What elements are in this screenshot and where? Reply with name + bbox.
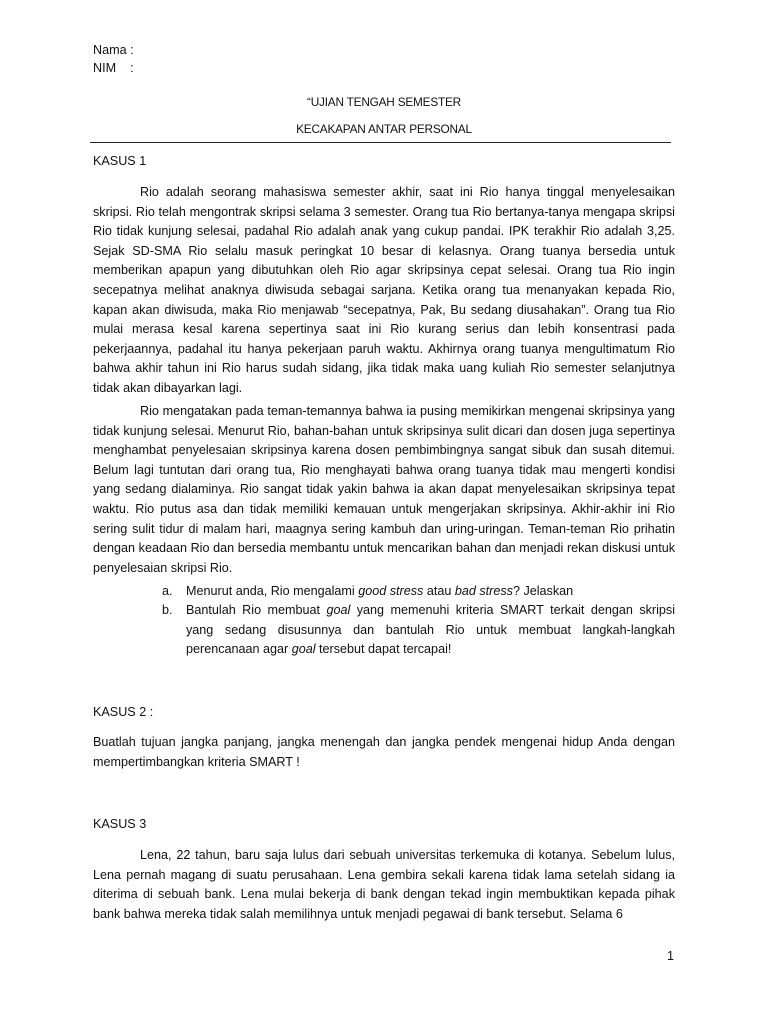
nama-label: Nama : — [93, 43, 134, 57]
title-rule — [90, 142, 671, 143]
kasus2-body: Buatlah tujuan jangka panjang, jangka menengah dan jangka pendek mengenai hidup Anda dengan mempertimbangkan kriteria SMART ! — [93, 735, 675, 769]
kasus1-paragraph-1: Rio adalah seorang mahasiswa semester akhir, saat ini Rio hanya tinggal menyelesaikan skripsi. Rio telah mengontrak skripsi selama 3 semester. Orang tua Rio bertanya-tanya mengapa skripsi Rio tidak kunjung selesai, padahal Rio adalah anak yang cukup pandai. IPK terakhir Rio adalah 3,25. Sejak SD-SMA Rio selalu masuk peringkat 10 besar di kelasnya. Orang tuanya bersedia untuk memberikan apapun yang dibutuhkan oleh Rio agar skripsinya cepat selesai. Orang tua Rio ingin secepatnya melihat anaknya diwisuda sebagai sarjana. Ketika orang tua menanyakan kepada Rio, kapan akan diwisuda, maka Rio menjawab “secepatnya, Pak, Bu sedang diusahakan”. Orang tua Rio mulai merasa kesal karena sepertinya saat ini Rio kurang serius dan lebih konsentrasi pada pekerjaannya, padahal itu hanya pekerjaan paruh waktu. Akhirnya orang tuanya mengultimatum Rio bahwa akhir tahun ini Rio harus sudah sidang, jika tidak maka uang kuliah Rio semester selanjutnya tidak akan dibayarkan lagi. — [93, 185, 675, 395]
question-a: a. Menurut anda, Rio mengalami good stress atau bad stress? Jelaskan — [162, 582, 675, 602]
kasus1-paragraph-2: Rio mengatakan pada teman-temannya bahwa ia pusing memikirkan mengenai skripsinya yang tidak kunjung selesai. Menurut Rio, bahan-bahan untuk skripsinya sulit dicari dan dosen juga sepertinya menghambat penyelesaian skripsinya karena dosen pembimbingnya sangat sibuk dan susah ditemui. Belum lagi tuntutan dari orang tua, Rio menghayati bahwa orang tuanya tidak mau mengerti kondisi yang sedang dialaminya. Rio sangat tidak yakin bahwa ia akan dapat menyelesaikan skripsinya tepat waktu. Rio putus asa dan tidak memiliki kemauan untuk mengerjakan skripsinya. Akhir-akhir ini Rio sering sulit tidur di malam hari, maagnya sering kambuh dan uring-uringan. Teman-teman Rio prihatin dengan keadaan Rio dan bersedia membantu untuk mencarikan bahan dan menjadi rekan diskusi untuk penyelesaian skripsi Rio. — [93, 404, 675, 575]
question-b-marker: b. — [162, 603, 173, 617]
kasus3-body: Lena, 22 tahun, baru saja lulus dari sebuah universitas terkemuka di kotanya. Sebelum lulus, Lena pernah magang di suatu perusahaan. Lena gembira sekali karena tidak lama setelah sidang ia diterima di sebuah bank. Lena mulai bekerja di bank dengan tekad ingin membuktikan kepada pihak bank bahwa mereka tidak salah memilihnya untuk menjadi pegawai di bank tersebut. Selama 6 — [93, 848, 675, 921]
question-b: b. Bantulah Rio membuat goal yang memenuhi kriteria SMART terkait dengan skripsi yang sedang disusunnya dan bantulah Rio untuk membuat langkah-langkah perencanaan agar goal tersebut dapat tercapai! — [162, 603, 676, 657]
kasus3-heading: KASUS 3 — [93, 817, 147, 831]
nim-label: NIM : — [93, 61, 134, 75]
kasus2-heading: KASUS 2 : — [93, 705, 154, 719]
kasus1-heading: KASUS 1 — [93, 154, 147, 168]
title-line-1: “UJIAN TENGAH SEMESTER — [306, 95, 461, 109]
question-a-marker: a. — [162, 584, 173, 598]
title-line-2: KECAKAPAN ANTAR PERSONAL — [296, 122, 472, 136]
page-number: 1 — [667, 949, 675, 963]
